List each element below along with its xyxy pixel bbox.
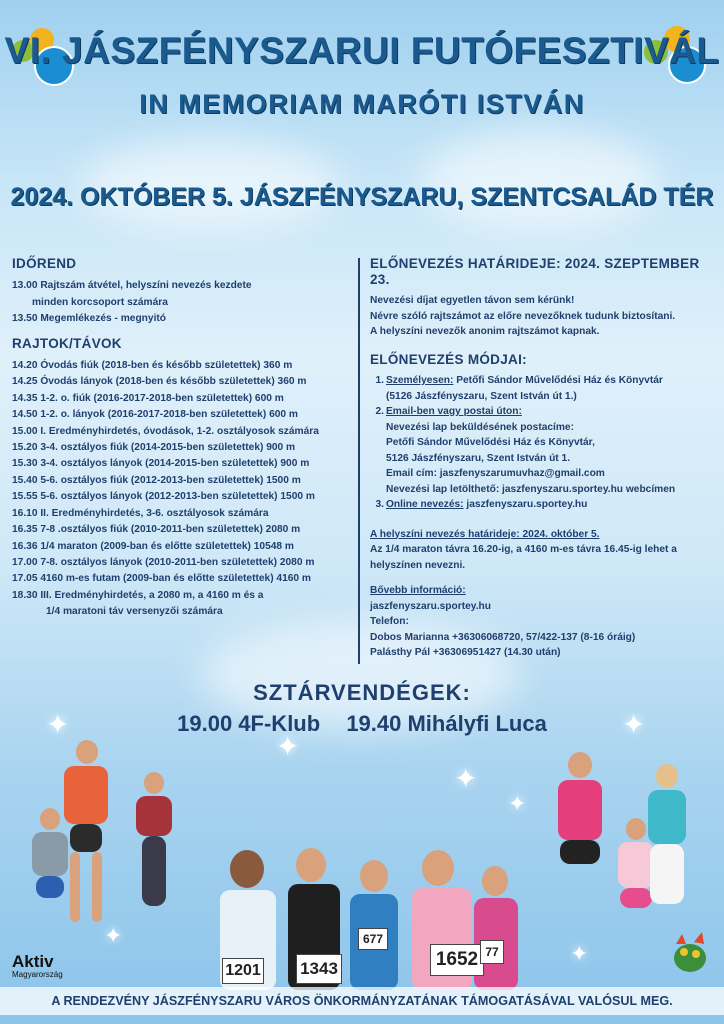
- prereg-line: Névre szóló rajtszámot az előre nevezőknek tudunk biztosítani.: [370, 310, 676, 322]
- prereg-line: Nevezési díjat egyetlen távon sem kérünk!: [370, 295, 575, 306]
- race-item: 14.20 Óvodás fiúk (2018-ben és később születettek) 360 m: [12, 360, 293, 372]
- method-text: jaszfenyszaru.sportey.hu: [463, 499, 588, 510]
- race-item: 16.10 II. Eredményhirdetés, 3-6. osztályosok számára: [12, 507, 269, 519]
- method-line: Nevezési lap letölthető: jaszfenyszaru.sportey.hu webcímen: [386, 483, 676, 495]
- cloud-decoration: [420, 130, 660, 230]
- aktiv-logo-tagline: Magyarország: [12, 970, 63, 979]
- sparkle-icon: ✦: [276, 730, 300, 763]
- race-item: 17.05 4160 m-es futam (2009-ban és előtte születettek) 4160 m: [12, 573, 311, 585]
- race-item: 15.00 I. Eredményhirdetés, óvodások, 1-2. osztályosok számára: [12, 425, 319, 437]
- festival-title: VI. JÁSZFÉNYSZARUI FUTÓFESZTIVÁL: [4, 30, 720, 71]
- schedule-column: [12, 252, 357, 621]
- race-item: 14.50 1-2. o. lányok (2016-2017-2018-ben születettek) 600 m: [12, 409, 298, 421]
- runner-figure: [548, 752, 612, 952]
- onsite-heading: A helyszíni nevezés határideje: 2024. október 5.: [370, 528, 600, 540]
- star-guests-line: [0, 711, 724, 737]
- runner-figure: [642, 764, 692, 954]
- prereg-methods-heading: ELŐNEVEZÉS MÓDJAI:: [370, 351, 527, 367]
- aktiv-logo-name: Aktiv: [12, 952, 54, 971]
- runner-figure: [132, 772, 178, 922]
- race-item: 16.36 1/4 maraton (2009-ban és előtte születettek) 10548 m: [12, 540, 294, 552]
- runner-figure: [28, 808, 74, 948]
- schedule-item: minden korcsoport számára: [32, 296, 168, 308]
- race-item: 1/4 maratoni táv versenyzői számára: [46, 606, 223, 618]
- sparkle-icon: ✦: [508, 792, 527, 817]
- festival-subtitle: IN MEMORIAM MARÓTI ISTVÁN: [139, 89, 585, 119]
- method-mail: 2. Email-ben vagy postai úton:: [370, 404, 715, 420]
- prereg-deadline-heading: ELŐNEVEZÉS HATÁRIDEJE: 2024. SZEPTEMBER 23.: [370, 256, 700, 287]
- race-item: 14.25 Óvodás lányok (2018-ben és később születettek) 360 m: [12, 376, 307, 388]
- prereg-line: A helyszíni nevezők anonim rajtszámot kapnak.: [370, 326, 600, 337]
- method-address: (5126 Jászfényszaru, Szent István út 1.): [386, 390, 577, 402]
- schedule-item: 13.00 Rajtszám átvétel, helyszíni nevezés kezdete: [12, 280, 252, 292]
- race-item: 17.00 7-8. osztályos lányok (2010-2011-ben születettek) 2080 m: [12, 556, 315, 568]
- method-online: 3. Online nevezés: jaszfenyszaru.sportey.hu: [375, 499, 588, 510]
- race-bib: 77: [480, 940, 504, 964]
- race-bib: 1652: [430, 944, 484, 976]
- sparkle-icon: ✦: [570, 942, 589, 967]
- race-bib: 1343: [296, 954, 342, 984]
- aktiv-logo: [12, 952, 63, 979]
- star-guest-2: 19.40 Mihályfi Luca: [346, 711, 547, 736]
- method-label: Email-ben vagy postai úton:: [386, 406, 522, 417]
- method-line: Petőfi Sándor Művelődési Ház és Könyvtár,: [386, 437, 595, 448]
- race-item: 14.35 1-2. o. fiúk (2016-2017-2018-ben születettek) 600 m: [12, 392, 284, 404]
- footer-sponsor-text: A RENDEZVÉNY JÁSZFÉNYSZARU VÁROS ÖNKORMÁNYZATÁNAK TÁMOGATÁSÁVAL VALÓSUL MEG.: [0, 987, 724, 1015]
- race-item: 15.30 3-4. osztályos lányok (2014-2015-ben születettek) 900 m: [12, 458, 310, 470]
- method-label: Személyesen:: [386, 375, 454, 386]
- schedule-heading: IDŐREND: [12, 256, 77, 271]
- race-bib: 1201: [222, 958, 264, 984]
- star-guest-1: 19.00 4F-Klub: [177, 711, 321, 736]
- races-heading: RAJTOK/TÁVOK: [12, 335, 122, 351]
- info-line: jaszfenyszaru.sportey.hu: [370, 600, 491, 612]
- race-item: 15.40 5-6. osztályos fiúk (2012-2013-ben születettek) 1500 m: [12, 474, 301, 486]
- registration-column: [370, 252, 715, 661]
- onsite-line: Az 1/4 maraton távra 16.20-ig, a 4160 m-es távra 16.45-ig lehet a: [370, 544, 677, 555]
- dragon-mascot-icon: [668, 930, 712, 978]
- column-divider: [358, 258, 360, 664]
- race-bib: 677: [358, 928, 388, 950]
- race-item: 16.35 7-8 .osztályos fiúk (2010-2011-ben születettek) 2080 m: [12, 524, 301, 536]
- info-heading: Bővebb információ:: [370, 585, 466, 596]
- race-item: 15.20 3-4. osztályos fiúk (2014-2015-ben születettek) 900 m: [12, 442, 296, 454]
- star-guests-heading: SZTÁRVENDÉGEK:: [253, 680, 471, 705]
- onsite-line: helyszínen nevezni.: [370, 559, 466, 571]
- race-item: 18.30 III. Eredményhirdetés, a 2080 m, a 4160 m és a: [12, 589, 264, 601]
- info-line: Palásthy Pál +36306951427 (14.30 után): [370, 647, 561, 658]
- method-line: 5126 Jászfényszaru, Szent István út 1.: [386, 452, 571, 464]
- method-text: Petőfi Sándor Művelődési Ház és Könyvtár: [453, 375, 663, 386]
- info-line: Telefon:: [370, 616, 409, 627]
- sparkle-icon: ✦: [622, 708, 646, 741]
- sparkle-icon: ✦: [104, 924, 123, 949]
- method-label: Online nevezés:: [386, 499, 464, 510]
- date-location: 2024. OKTÓBER 5. JÁSZFÉNYSZARU, SZENTCSALÁD TÉR: [10, 183, 714, 211]
- method-personal: 1. Személyesen: Petőfi Sándor Művelődési Ház és Könyvtár: [375, 375, 663, 386]
- method-line: Nevezési lap beküldésének postacíme:: [386, 421, 574, 433]
- method-line: Email cím: jaszfenyszarumuvhaz@gmail.com: [386, 468, 605, 479]
- sparkle-icon: ✦: [46, 708, 70, 741]
- schedule-item: 13.50 Megemlékezés - megnyitó: [12, 313, 167, 325]
- race-item: 15.55 5-6. osztályos lányok (2012-2013-ben születettek) 1500 m: [12, 491, 315, 503]
- info-line: Dobos Marianna +36306068720, 57/422-137 (8-16 óráig): [370, 631, 636, 643]
- sparkle-icon: ✦: [454, 762, 478, 795]
